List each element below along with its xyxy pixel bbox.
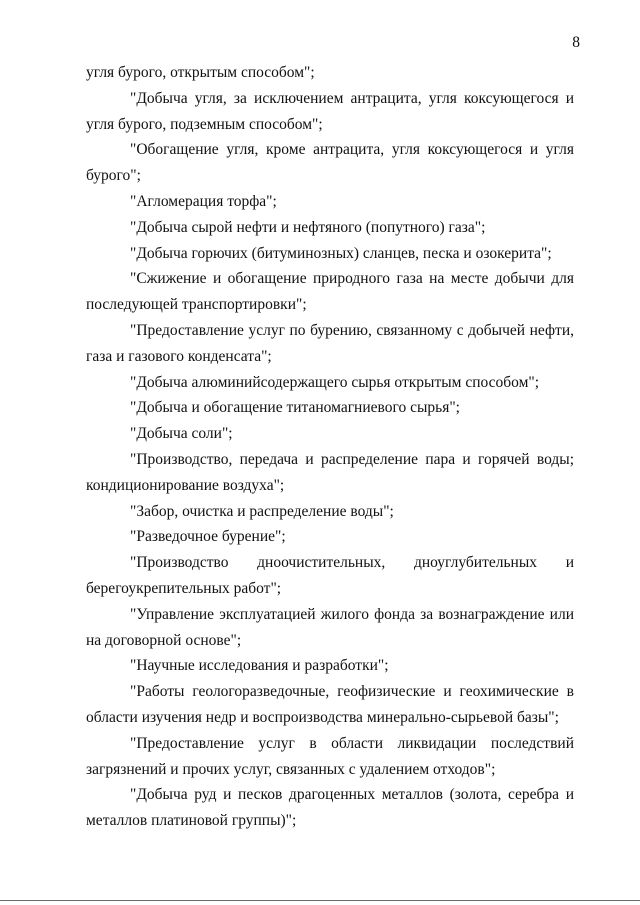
list-item: "Добыча соли"; — [130, 425, 233, 443]
list-item: "Сжижение и обогащение природного газа на месте добычи для последующей транспортировки"; — [86, 270, 574, 314]
list-item: "Добыча руд и песков драгоценных металлов (золота, серебра и металлов платиновой группы)"; — [86, 786, 574, 830]
list-item: "Предоставление услуг в области ликвидации последствий загрязнений и прочих услуг, связанных с удалением отходов"; — [86, 734, 574, 778]
list-item: "Добыча сырой нефти и нефтяного (попутного) газа"; — [130, 218, 486, 236]
list-item: "Агломерация торфа"; — [130, 192, 277, 210]
list-item: "Производство дноочистительных, дноуглубительных и берегоукрепительных работ"; — [86, 554, 574, 597]
list-item: "Добыча угля, за исключением антрацита, угля коксующегося и угля бурого, подземным способом"; — [86, 89, 574, 133]
list-item: "Научные исследования и разработки"; — [130, 657, 389, 675]
list-item: "Добыча горючих (битуминозных) сланцев, песка и озокерита"; — [130, 244, 552, 262]
list-item: "Добыча и обогащение титаномагниевого сырья"; — [130, 399, 460, 417]
list-item: "Работы геологоразведочные, геофизические и геохимические в области изучения недр и воспроизводства минерально-сырьевой базы"; — [86, 683, 574, 726]
list-item: "Управление эксплуатацией жилого фонда за вознаграждение или на договорной основе"; — [86, 605, 574, 649]
list-item: угля бурого, открытым способом"; — [86, 64, 315, 81]
list-item: "Добыча алюминийсодержащего сырья открытым способом"; — [130, 373, 540, 391]
list-item: "Обогащение угля, кроме антрацита, угля коксующегося и угля бурого"; — [86, 141, 574, 185]
page-number: 8 — [572, 34, 580, 51]
document-body — [86, 60, 574, 834]
list-item: "Разведочное бурение"; — [130, 528, 286, 546]
list-item: "Производство, передача и распределение пара и горячей воды; кондиционирование воздуха"; — [86, 450, 574, 494]
list-item: "Предоставление услуг по бурению, связанному с добычей нефти, газа и газового конденсата"; — [86, 321, 574, 365]
list-item: "Забор, очистка и распределение воды"; — [130, 502, 394, 520]
scan-bottom-edge — [0, 900, 640, 901]
